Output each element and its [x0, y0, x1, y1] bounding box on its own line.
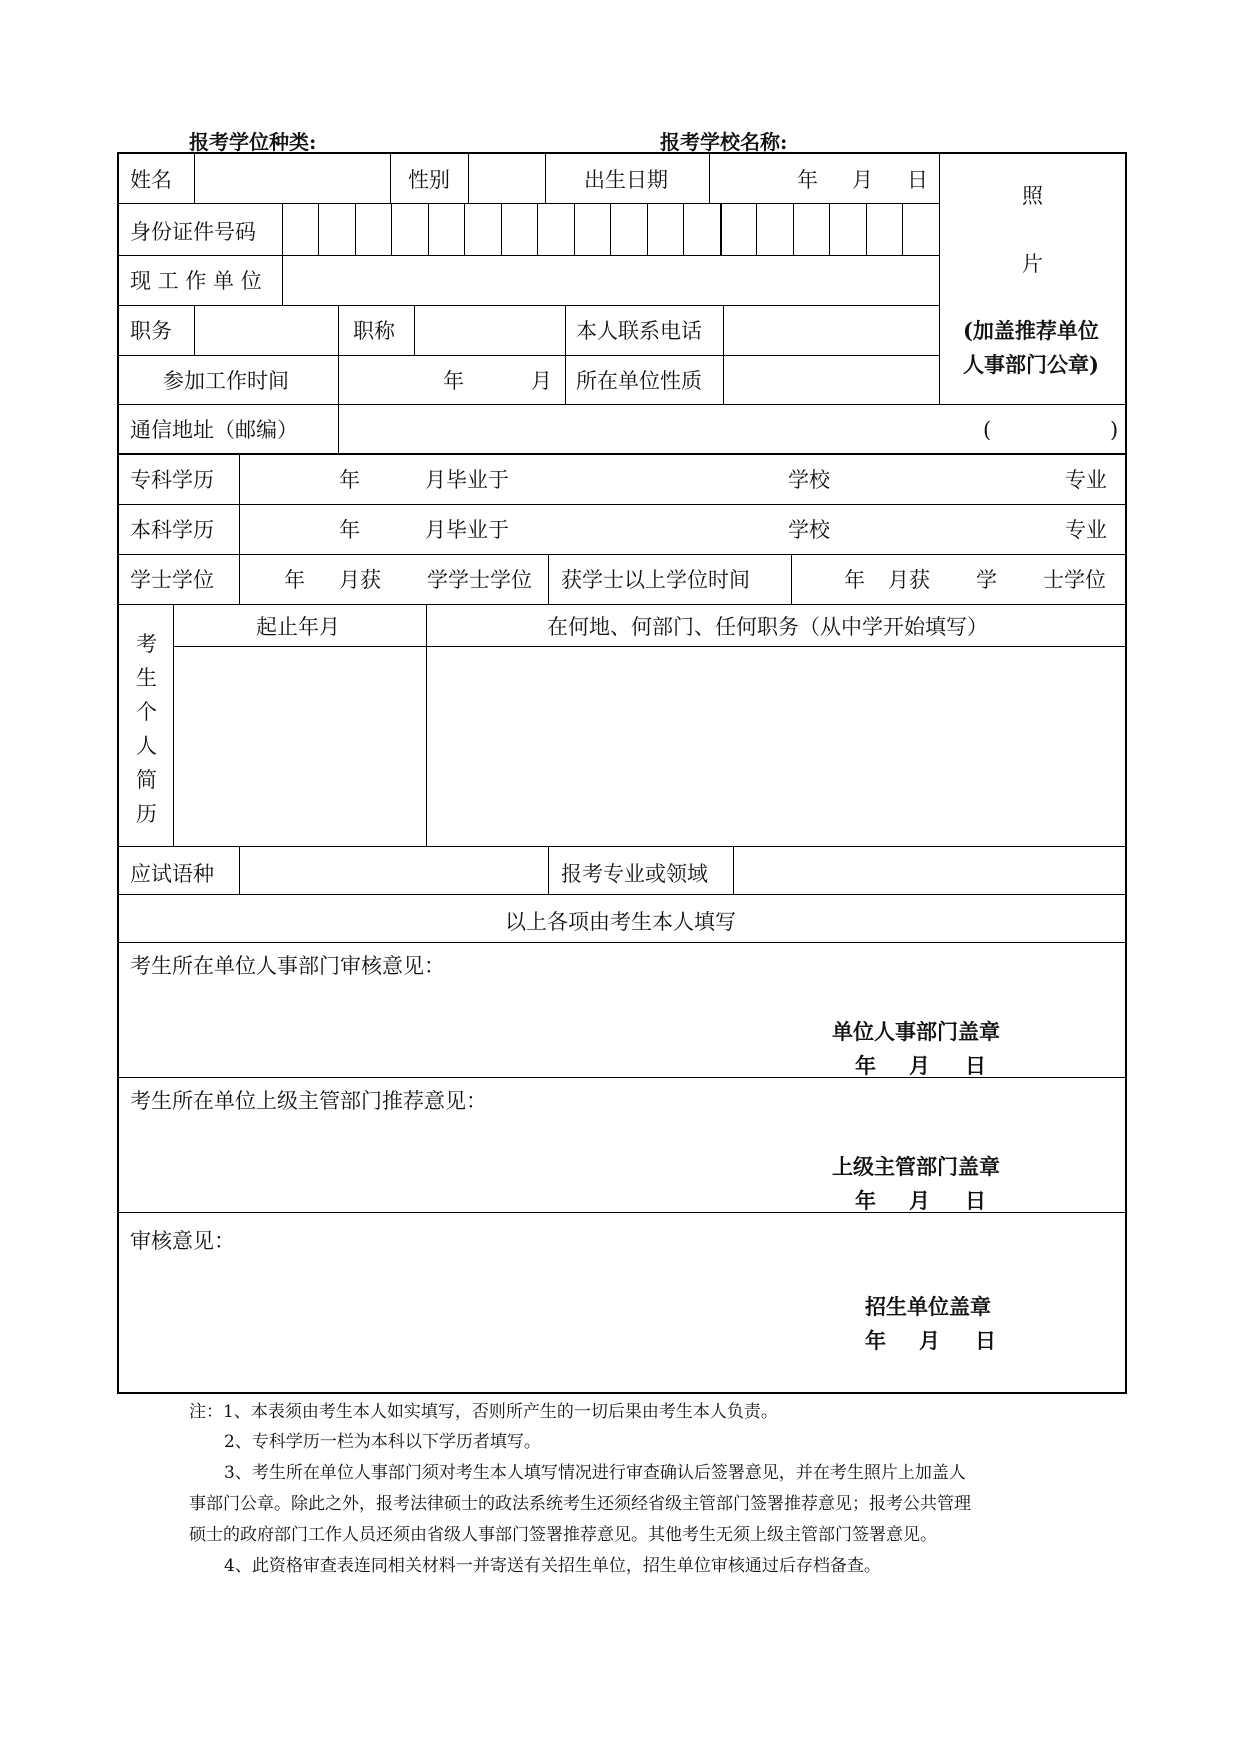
rule-v-lang-c [733, 846, 734, 894]
label-phone: 本人联系电话 [576, 319, 702, 343]
final-review-label: 审核意见： [130, 1229, 235, 1253]
filled-by-candidate-note: 以上各项由考生本人填写 [505, 910, 736, 934]
photo-char-1: 照 [1022, 184, 1043, 208]
rule-v-id-10 [647, 203, 648, 255]
higher-degree-year: 年 [844, 568, 865, 592]
rule-v-r1-a [194, 152, 195, 203]
note-3c: 硕士的政府部门工作人员还须由省级人事部门签署推荐意见。其他考生无须上级主管部门签署意见。 [189, 1525, 937, 1545]
birth-day: 日 [907, 168, 928, 192]
junior-college-school: 学校 [788, 468, 830, 492]
junior-college-major: 专业 [1065, 468, 1107, 492]
label-address: 通信地址（邮编） [130, 418, 298, 442]
rule-h3 [117, 305, 939, 306]
rule-v-id-11 [683, 203, 684, 255]
undergraduate-month-grad: 月毕业于 [425, 518, 509, 542]
resume-col-detail: 在何地、何部门、任何职务（从中学开始填写） [547, 615, 988, 639]
label-work-unit: 现 工 作 单 位 [130, 269, 262, 293]
superior-review-month: 月 [909, 1188, 930, 1213]
rule-v-r1-c [468, 152, 469, 203]
hr-review-stamp: 单位人事部门盖章 [832, 1019, 1000, 1044]
rule-v-id-5 [464, 203, 465, 255]
note-2: 2、专科学历一栏为本科以下学历者填写。 [224, 1432, 541, 1452]
final-review-year: 年 [865, 1328, 886, 1353]
work-start-month: 月 [531, 369, 552, 393]
rule-v-r5-b [565, 355, 566, 404]
birth-year: 年 [797, 168, 818, 192]
label-junior-college: 专科学历 [130, 468, 214, 492]
superior-review-year: 年 [855, 1188, 876, 1213]
rule-v-id-15 [829, 203, 830, 255]
label-position: 职务 [130, 319, 172, 343]
higher-degree-xue: 学 [976, 568, 997, 592]
rule-v-r1-b [390, 152, 391, 203]
rule-v-r4-d [565, 305, 566, 355]
rule-h4 [117, 355, 939, 356]
label-major-field: 报考专业或领域 [561, 862, 708, 886]
final-review-stamp: 招生单位盖章 [865, 1294, 991, 1319]
superior-review-label: 考生所在单位上级主管部门推荐意见： [130, 1089, 487, 1113]
rule-v-r9-a [239, 554, 240, 604]
note-1: 注：1、本表须由考生本人如实填写，否则所产生的一切后果由考生本人负责。 [189, 1402, 778, 1422]
resume-char-5: 简 [136, 768, 157, 792]
undergraduate-major: 专业 [1065, 518, 1107, 542]
hr-review-label: 考生所在单位人事部门审核意见： [130, 954, 445, 978]
rule-v-r1-d [545, 152, 546, 203]
resume-char-4: 人 [136, 734, 157, 758]
rule-h9 [117, 604, 1127, 605]
junior-college-month-grad: 月毕业于 [425, 468, 509, 492]
photo-stamp-line-1: (加盖推荐单位 [963, 318, 1099, 343]
rule-h11 [117, 846, 1127, 847]
rule-h5 [117, 404, 1127, 405]
degree-type-label: 报考学位种类: [189, 130, 317, 154]
bachelor-year: 年 [284, 568, 305, 592]
rule-v-r4-e [723, 305, 724, 355]
higher-degree-month-get: 月获 [888, 568, 930, 592]
rule-v-resume-b [426, 604, 427, 846]
rule-v-r6 [338, 404, 339, 453]
rule-v-id-8 [574, 203, 575, 255]
superior-review-stamp: 上级主管部门盖章 [832, 1154, 1000, 1179]
note-4: 4、此资格审查表连同相关材料一并寄送有关招生单位，招生单位审核通过后存档备查。 [224, 1556, 881, 1576]
rule-h1 [117, 203, 939, 204]
rule-v-id-6 [501, 203, 502, 255]
rule-v-r4-c [414, 305, 415, 355]
label-name: 姓名 [130, 168, 172, 192]
label-birth-date: 出生日期 [584, 168, 668, 192]
rule-v-id-2 [355, 203, 356, 255]
school-name-label: 报考学校名称: [660, 130, 788, 154]
rule-v-r9-b [548, 554, 549, 604]
final-review-month: 月 [919, 1328, 940, 1353]
rule-v-lang-b [548, 846, 549, 894]
undergraduate-school: 学校 [788, 518, 830, 542]
rule-v-r9-c [791, 554, 792, 604]
resume-col-period: 起止年月 [256, 615, 340, 639]
rule-v-photo [939, 152, 940, 404]
rule-v-id-9 [610, 203, 611, 255]
label-id-number: 身份证件号码 [130, 220, 256, 244]
rule-h8 [117, 554, 1127, 555]
rule-v-lang-a [239, 846, 240, 894]
birth-month: 月 [852, 168, 873, 192]
rule-h13 [117, 942, 1127, 943]
rule-v-id-3 [391, 203, 392, 255]
junior-college-year: 年 [339, 468, 360, 492]
label-higher-degree-time: 获学士以上学位时间 [561, 568, 750, 592]
rule-h10 [173, 646, 1127, 647]
note-3a: 3、考生所在单位人事部门须对考生本人填写情况进行审查确认后签署意见，并在考生照片上加盖人 [224, 1463, 966, 1483]
rule-h12 [117, 894, 1127, 895]
postcode-paren-close: ) [1110, 418, 1119, 442]
label-title: 职称 [353, 319, 395, 343]
rule-v-id-1 [318, 203, 319, 255]
higher-degree-shi: 士学位 [1043, 568, 1106, 592]
rule-v-r5-a [338, 355, 339, 404]
rule-v-r1-e [709, 152, 710, 203]
rule-h2 [117, 255, 939, 256]
hr-review-day: 日 [965, 1053, 986, 1078]
rule-v-r4-a [194, 305, 195, 355]
rule-v-id-12 [720, 203, 722, 255]
photo-stamp-line-2: 人事部门公章) [963, 352, 1099, 377]
label-work-start: 参加工作时间 [163, 369, 289, 393]
photo-char-2: 片 [1022, 252, 1043, 276]
rule-v-id-17 [902, 203, 903, 255]
bachelor-degree: 学学士学位 [427, 568, 532, 592]
rule-v-resume-a [173, 604, 174, 846]
resume-char-6: 历 [136, 802, 157, 826]
rule-v-id-7 [537, 203, 538, 255]
work-start-year: 年 [443, 369, 464, 393]
label-unit-nature: 所在单位性质 [576, 369, 702, 393]
rule-v-id-4 [428, 203, 429, 255]
bachelor-month-get: 月获 [339, 568, 381, 592]
rule-h6 [117, 453, 1127, 455]
rule-h7 [117, 504, 1127, 505]
rule-v-r5-c [723, 355, 724, 404]
rule-v-id-0 [282, 203, 283, 255]
rule-v-id-14 [793, 203, 794, 255]
rule-v-r3 [282, 255, 283, 305]
rule-v-id-13 [756, 203, 757, 255]
resume-char-2: 生 [136, 666, 157, 690]
rule-v-id-16 [866, 203, 867, 255]
hr-review-month: 月 [909, 1053, 930, 1078]
label-bachelor: 学士学位 [130, 568, 214, 592]
rule-v-r7 [239, 453, 240, 554]
resume-char-3: 个 [136, 700, 157, 724]
resume-char-1: 考 [136, 632, 157, 656]
label-undergraduate: 本科学历 [130, 518, 214, 542]
note-3b: 事部门公章。除此之外，报考法律硕士的政法系统考生还须经省级主管部门签署推荐意见；报考公共管理 [189, 1494, 971, 1514]
final-review-day: 日 [975, 1328, 996, 1353]
label-gender: 性别 [408, 168, 450, 192]
superior-review-day: 日 [965, 1188, 986, 1213]
undergraduate-year: 年 [339, 518, 360, 542]
rule-v-r4-b [338, 305, 339, 355]
label-exam-language: 应试语种 [130, 862, 214, 886]
postcode-paren-open: ( [983, 418, 992, 442]
hr-review-year: 年 [855, 1053, 876, 1078]
